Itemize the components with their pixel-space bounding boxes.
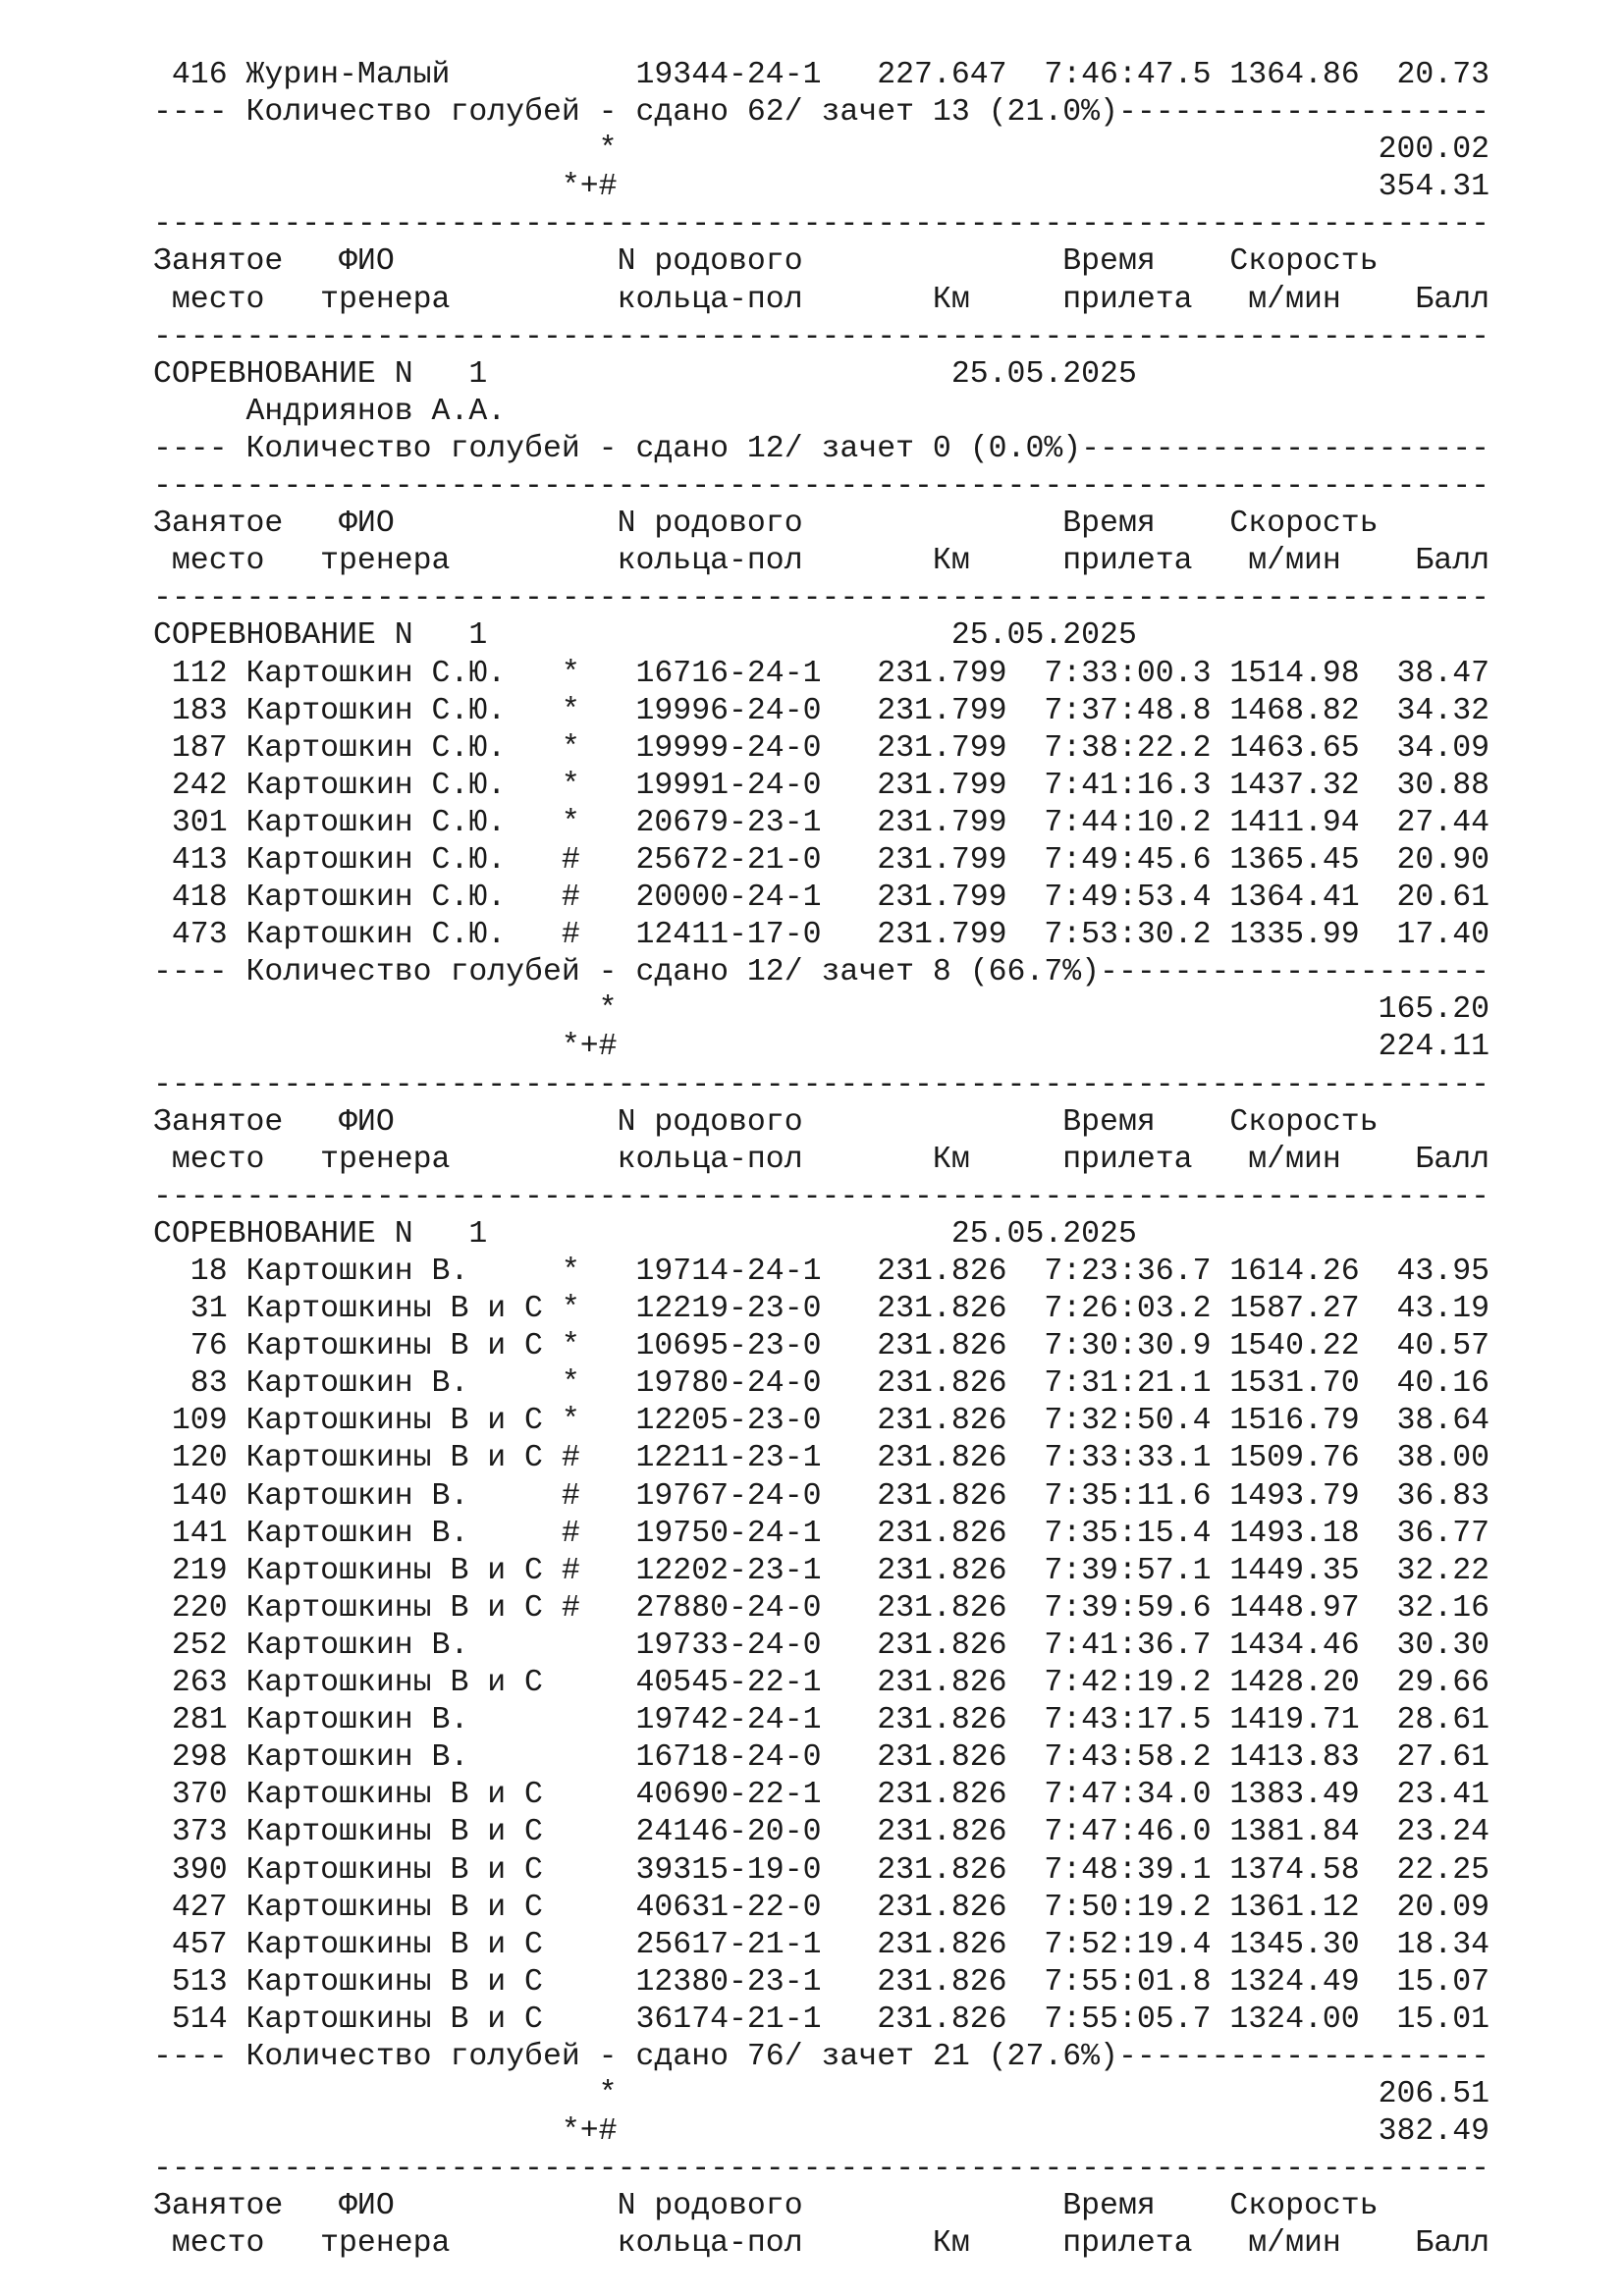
- report-line: 140 Картошкин В. # 19767-24-0 231.826 7:35:11.6 1493.79 36.83: [153, 1478, 1490, 1514]
- report-line: СОРЕВНОВАНИЕ N 1 25.05.2025: [153, 1216, 1137, 1252]
- report-line: ---- Количество голубей - сдано 12/ зачет 8 (66.7%)---------------------: [153, 955, 1490, 990]
- report-line: 457 Картошкины В и С 25617-21-1 231.826 7:52:19.4 1345.30 18.34: [153, 1927, 1490, 1962]
- report-line: 120 Картошкины В и С # 12211-23-1 231.826 7:33:33.1 1509.76 38.00: [153, 1441, 1490, 1476]
- report-line: 252 Картошкин В. 19733-24-0 231.826 7:41:36.7 1434.46 30.30: [153, 1628, 1490, 1663]
- report-line: ------------------------------------------------------------------------: [153, 1179, 1490, 1214]
- report-line: 370 Картошкины В и С 40690-22-1 231.826 7:47:34.0 1383.49 23.41: [153, 1778, 1490, 1813]
- report-line: 298 Картошкин В. 16718-24-0 231.826 7:43:58.2 1413.83 27.61: [153, 1740, 1490, 1776]
- report-line: место тренера кольца-пол Км прилета м/мин Балл: [153, 544, 1490, 579]
- report-line: 220 Картошкины В и С # 27880-24-0 231.826 7:39:59.6 1448.97 32.16: [153, 1590, 1490, 1626]
- report-line: Занятое ФИО N родового Время Скорость: [153, 244, 1379, 280]
- report-line: ------------------------------------------------------------------------: [153, 319, 1490, 354]
- report-line: СОРЕВНОВАНИЕ N 1 25.05.2025: [153, 356, 1137, 392]
- report-line: ------------------------------------------------------------------------: [153, 207, 1490, 242]
- report-line: *+# 224.11: [153, 1030, 1490, 1065]
- report-line: 187 Картошкин С.Ю. * 19999-24-0 231.799 7:38:22.2 1463.65 34.09: [153, 730, 1490, 766]
- report-line: Занятое ФИО N родового Время Скорость: [153, 1104, 1379, 1140]
- report-line: 513 Картошкины В и С 12380-23-1 231.826 7:55:01.8 1324.49 15.07: [153, 1964, 1490, 2000]
- report-line: СОРЕВНОВАНИЕ N 1 25.05.2025: [153, 618, 1137, 654]
- report-line: 18 Картошкин В. * 19714-24-1 231.826 7:23:36.7 1614.26 43.95: [153, 1255, 1490, 1289]
- report-line: Андриянов А.А.: [153, 394, 507, 429]
- report-line: 373 Картошкины В и С 24146-20-0 231.826 7:47:46.0 1381.84 23.24: [153, 1815, 1490, 1850]
- report-line: ---- Количество голубей - сдано 62/ зачет 13 (21.0%)--------------------: [153, 95, 1490, 131]
- report-line: ------------------------------------------------------------------------: [153, 2152, 1490, 2187]
- report-line: 112 Картошкин С.Ю. * 16716-24-1 231.799 7:33:00.3 1514.98 38.47: [153, 656, 1490, 691]
- results-printout: [153, 57, 1577, 2264]
- report-line: ---- Количество голубей - сдано 76/ зачет 21 (27.6%)--------------------: [153, 2039, 1490, 2074]
- report-line: 183 Картошкин С.Ю. * 19996-24-0 231.799 7:37:48.8 1468.82 34.32: [153, 693, 1490, 728]
- report-line: ------------------------------------------------------------------------: [153, 581, 1490, 616]
- report-line: Занятое ФИО N родового Время Скорость: [153, 2189, 1379, 2224]
- report-line: 416 Журин-Малый 19344-24-1 227.647 7:46:47.5 1364.86 20.73: [153, 58, 1490, 92]
- report-line: 301 Картошкин С.Ю. * 20679-23-1 231.799 7:44:10.2 1411.94 27.44: [153, 805, 1490, 840]
- report-line: 473 Картошкин С.Ю. # 12411-17-0 231.799 7:53:30.2 1335.99 17.40: [153, 918, 1490, 953]
- report-line: 390 Картошкины В и С 39315-19-0 231.826 7:48:39.1 1374.58 22.25: [153, 1852, 1490, 1888]
- report-line: место тренера кольца-пол Км прилета м/мин Балл: [153, 2226, 1490, 2262]
- report-line: *+# 382.49: [153, 2114, 1490, 2150]
- report-line: место тренера кольца-пол Км прилета м/мин Балл: [153, 1142, 1490, 1177]
- report-line: 281 Картошкин В. 19742-24-1 231.826 7:43:17.5 1419.71 28.61: [153, 1703, 1490, 1738]
- report-line: 219 Картошкины В и С # 12202-23-1 231.826 7:39:57.1 1449.35 32.22: [153, 1553, 1490, 1588]
- report-line: 76 Картошкины В и С * 10695-23-0 231.826 7:30:30.9 1540.22 40.57: [153, 1329, 1490, 1364]
- report-line: 31 Картошкины В и С * 12219-23-0 231.826 7:26:03.2 1587.27 43.19: [153, 1292, 1490, 1327]
- report-line: * 206.51: [153, 2077, 1490, 2112]
- report-line: * 165.20: [153, 992, 1490, 1028]
- report-line: * 200.02: [153, 133, 1490, 168]
- report-line: 242 Картошкин С.Ю. * 19991-24-0 231.799 7:41:16.3 1437.32 30.88: [153, 768, 1490, 803]
- report-line: 514 Картошкины В и С 36174-21-1 231.826 7:55:05.7 1324.00 15.01: [153, 2002, 1490, 2037]
- report-line: 418 Картошкин С.Ю. # 20000-24-1 231.799 7:49:53.4 1364.41 20.61: [153, 881, 1490, 916]
- report-line: 263 Картошкины В и С 40545-22-1 231.826 7:42:19.2 1428.20 29.66: [153, 1666, 1490, 1701]
- report-line: 427 Картошкины В и С 40631-22-0 231.826 7:50:19.2 1361.12 20.09: [153, 1890, 1490, 1925]
- report-line: ------------------------------------------------------------------------: [153, 1067, 1490, 1102]
- report-line: 109 Картошкины В и С * 12205-23-0 231.826 7:32:50.4 1516.79 38.64: [153, 1404, 1490, 1439]
- report-line: 83 Картошкин В. * 19780-24-0 231.826 7:31:21.1 1531.70 40.16: [153, 1366, 1490, 1402]
- report-line: место тренера кольца-пол Км прилета м/мин Балл: [153, 282, 1490, 317]
- report-line: Занятое ФИО N родового Время Скорость: [153, 507, 1379, 542]
- report-line: 413 Картошкин С.Ю. # 25672-21-0 231.799 7:49:45.6 1365.45 20.90: [153, 842, 1490, 878]
- report-line: ---- Количество голубей - сдано 12/ зачет 0 (0.0%)----------------------: [153, 431, 1490, 466]
- report-line: 141 Картошкин В. # 19750-24-1 231.826 7:35:15.4 1493.18 36.77: [153, 1516, 1490, 1551]
- report-line: ------------------------------------------------------------------------: [153, 469, 1490, 505]
- report-line: *+# 354.31: [153, 170, 1490, 205]
